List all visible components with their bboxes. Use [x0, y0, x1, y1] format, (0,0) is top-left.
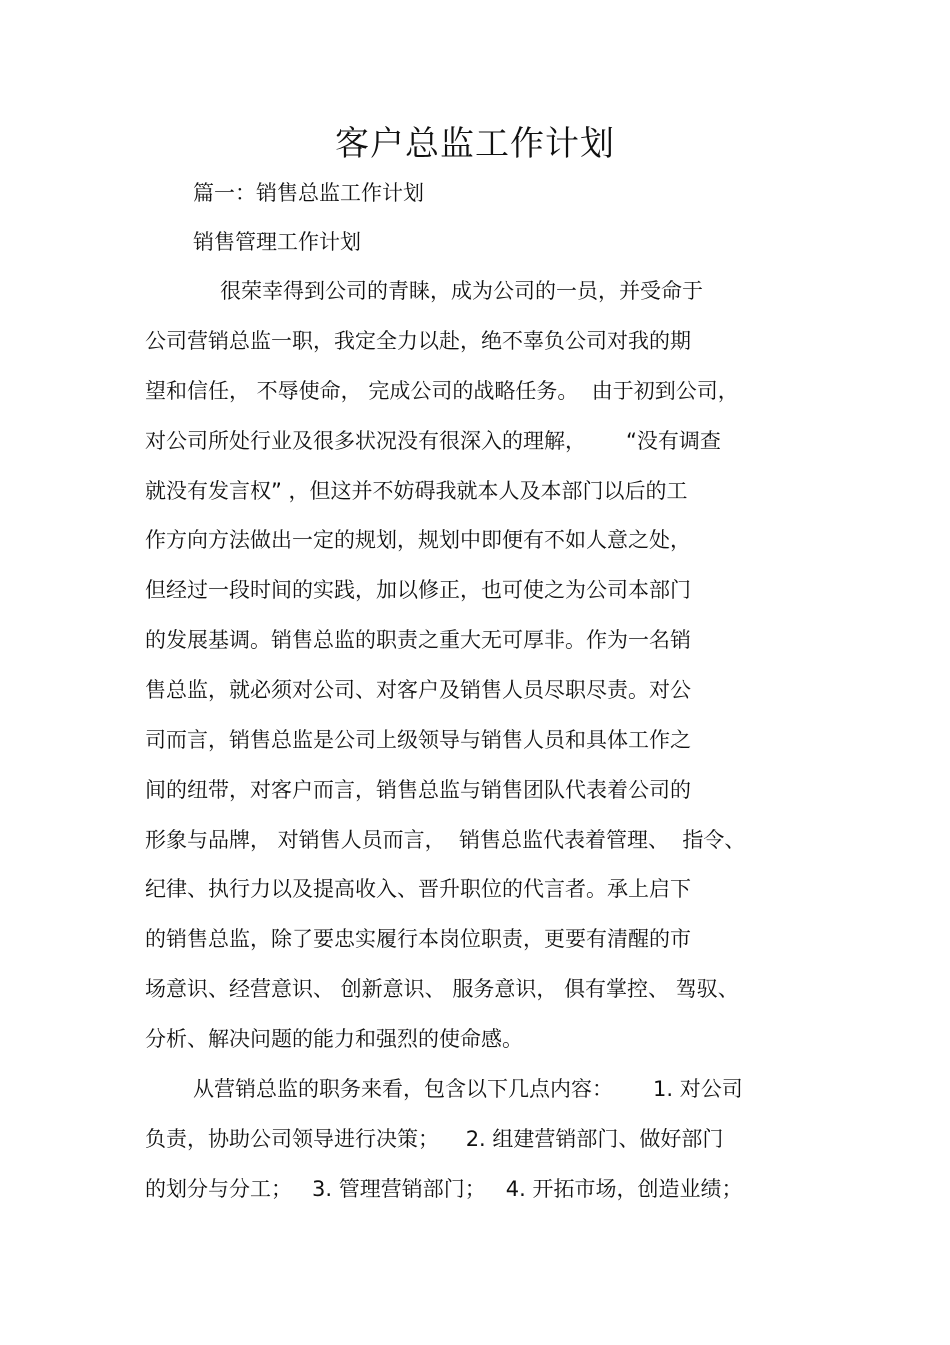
paragraph-line: 的发展基调。销售总监的职责之重大无可厚非。作为一名销 [145, 628, 691, 652]
paragraph-line: 的销售总监，除了要忠实履行本岗位职责，更要有清醒的市 [145, 927, 691, 951]
paragraph-line: 望和信任， 不辱使命， 完成公司的战略任务。 由于初到公司， [145, 379, 739, 403]
paragraph-line: 但经过一段时间的实践，加以修正，也可使之为公司本部门 [145, 578, 691, 602]
paragraph-line: 负责，协助公司领导进行决策； 2. 组建营销部门、做好部门 [145, 1127, 724, 1151]
paragraph-line: 司而言，销售总监是公司上级领导与销售人员和具体工作之 [145, 728, 691, 752]
paragraph-line: 纪律、执行力以及提高收入、晋升职位的代言者。承上启下 [145, 877, 691, 901]
paragraph-line: 从营销总监的职务来看，包含以下几点内容： 1. 对公司 [193, 1077, 743, 1101]
paragraph-line: 就没有发言权” ，但这并不妨碍我就本人及本部门以后的工 [145, 479, 688, 503]
page-title: 客户总监工作计划 [335, 124, 615, 164]
paragraph-line: 的划分与分工； 3. 管理营销部门； 4. 开拓市场，创造业绩； [145, 1177, 743, 1201]
section-heading: 篇一：销售总监工作计划 [193, 181, 424, 205]
paragraph-line: 场意识、经营意识、 创新意识、 服务意识， 俱有掌控、 驾驭、 [145, 977, 739, 1001]
paragraph-line: 作方向方法做出一定的规划，规划中即便有不如人意之处， [145, 528, 691, 552]
paragraph-line: 公司营销总监一职，我定全力以赴，绝不辜负公司对我的期 [145, 329, 691, 353]
paragraph-line: 间的纽带，对客户而言，销售总监与销售团队代表着公司的 [145, 778, 691, 802]
paragraph-line: 形象与品牌， 对销售人员而言， 销售总监代表着管理、 指令、 [145, 828, 746, 852]
paragraph-line: 对公司所处行业及很多状况没有很深入的理解， “没有调查 [145, 429, 721, 453]
paragraph-line: 售总监，就必须对公司、对客户及销售人员尽职尽责。对公 [145, 678, 691, 702]
subsection-heading: 销售管理工作计划 [193, 230, 361, 254]
paragraph-line: 很荣幸得到公司的青睐，成为公司的一员，并受命于 [220, 279, 703, 303]
paragraph-line: 分析、解决问题的能力和强烈的使命感。 [145, 1027, 523, 1051]
